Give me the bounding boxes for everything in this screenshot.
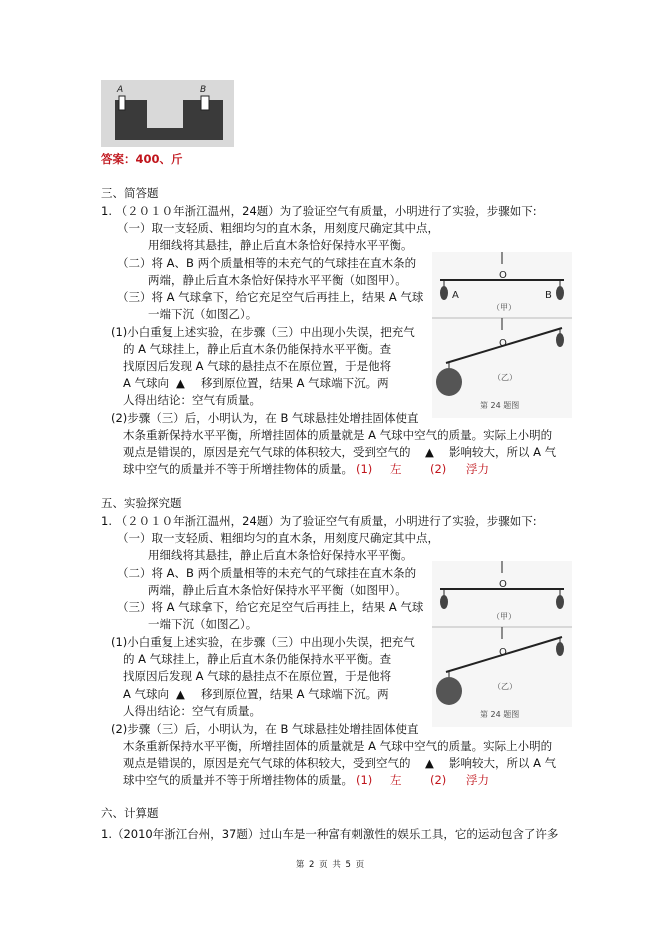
figure-jia-label: （甲）: [492, 612, 516, 621]
section3-line: (1)小白重复上述实验，在步骤（三）中出现小失误，把充气: [111, 325, 415, 339]
section6-line: 1.（2010年浙江台州，37题）过山车是一种富有刺激性的娱乐工具，它的运动包含了许多: [101, 827, 559, 841]
section5-line: 找原因后发现 A 气球的悬挂点不在原位置，于是他将: [123, 669, 392, 683]
pivot-label: O: [499, 270, 507, 281]
section3-heading: 三、简答题: [101, 186, 159, 200]
section3-line: 的 A 气球挂上，静止后直木条仍能保持水平平衡。查: [123, 342, 392, 356]
section5-line: 观点是错误的，原因是充气气球的体积较大，受到空气的: [123, 756, 411, 770]
blank-marker: ▲: [176, 376, 185, 390]
section5-line: 用细线将其悬挂，静止后直木条恰好保持水平平衡。: [148, 548, 413, 562]
section5-line: （二）将 A、B 两个质量相等的未充气的气球挂在直木条的: [117, 566, 417, 580]
section3-line: 影响较大，所以 A 气: [449, 445, 557, 459]
page-footer: 第 2 页 共 5 页: [295, 860, 366, 870]
section3-line: (2)步骤（三）后，小明认为，在 B 气球悬挂处增挂固体使直: [111, 411, 419, 425]
section5-line: 一端下沉（如图乙）。: [148, 617, 258, 631]
figure-yi-label: （乙）: [493, 682, 517, 691]
answer-1-label: (1): [356, 773, 373, 787]
figure-caption: 第 24 题图: [480, 710, 520, 719]
section5-line: 的 A 气球挂上，静止后直木条仍能保持水平平衡。查: [123, 652, 392, 666]
section3-line: 两端，静止后直木条恰好保持水平平衡（如图甲）。: [148, 273, 407, 287]
answer-1: 左: [390, 773, 402, 787]
section3-line: 用细线将其悬挂，静止后直木条恰好保持水平平衡。: [148, 238, 413, 252]
section5-line: 两端，静止后直木条恰好保持水平平衡（如图甲）。: [148, 583, 407, 597]
section3-line: 移到原位置，结果 A 气球端下沉。两: [201, 376, 389, 390]
section3-line: 球中空气的质量并不等于所增挂物体的质量。: [123, 462, 353, 476]
section3-line: 一端下沉（如图乙）。: [148, 307, 258, 321]
answer-2: 浮力: [466, 462, 489, 476]
top-answer: 答案：400、斤: [101, 152, 183, 166]
answer-2: 浮力: [466, 773, 489, 787]
figure-yi-label: （乙）: [493, 373, 517, 382]
section3-line: 1. （２０１０年浙江温州，24题）为了验证空气有质量，小明进行了实验，步骤如下:: [101, 204, 537, 218]
balance-figure: [432, 561, 572, 727]
section3-line: （一）取一支轻质、粗细均匀的直木条，用刻度尺确定其中点，: [117, 221, 439, 235]
section5-line: A 气球向: [123, 687, 170, 701]
section5-line: （三）将 A 气球拿下，给它充足空气后再挂上，结果 A 气球: [117, 600, 424, 614]
section5-line: (2)步骤（三）后，小明认为，在 B 气球悬挂处增挂固体使直: [111, 722, 419, 736]
blank-marker: ▲: [425, 445, 434, 459]
section3-line: 观点是错误的，原因是充气气球的体积较大，受到空气的: [123, 445, 411, 459]
section5-line: (1)小白重复上述实验，在步骤（三）中出现小失误，把充气: [111, 635, 415, 649]
section5-line: 球中空气的质量并不等于所增挂物体的质量。: [123, 773, 353, 787]
answer-1-label: (1): [356, 462, 373, 476]
u-tube-label-b: B: [200, 85, 207, 95]
section5-line: 人得出结论：空气有质量。: [123, 704, 261, 718]
u-tube-label-a: A: [117, 85, 124, 95]
section3-line: 人得出结论：空气有质量。: [123, 393, 261, 407]
section5-line: 影响较大，所以 A 气: [449, 756, 557, 770]
balance-figure: [432, 252, 572, 418]
blank-marker: ▲: [176, 687, 185, 701]
answer-2-label: (2): [430, 773, 447, 787]
section6-heading: 六、计算题: [101, 806, 159, 820]
section5-heading: 五、实验探究题: [101, 496, 182, 510]
balloon-label-b: B: [545, 290, 552, 301]
section5-line: 木条重新保持水平平衡，所增挂固体的质量就是 A 气球中空气的质量。实际上小明的: [123, 739, 553, 753]
section5-line: 1. （２０１０年浙江温州，24题）为了验证空气有质量，小明进行了实验，步骤如下:: [101, 514, 537, 528]
section5-line: （一）取一支轻质、粗细均匀的直木条，用刻度尺确定其中点，: [117, 531, 439, 545]
section3-line: 找原因后发现 A 气球的悬挂点不在原位置，于是他将: [123, 359, 392, 373]
balloon-label-a: A: [452, 290, 459, 301]
section5-line: 移到原位置，结果 A 气球端下沉。两: [201, 687, 389, 701]
section3-line: （二）将 A、B 两个质量相等的未充气的气球挂在直木条的: [117, 256, 417, 270]
answer-1: 左: [390, 462, 402, 476]
figure-jia-label: （甲）: [492, 303, 516, 312]
u-tube-figure: [101, 80, 234, 147]
figure-caption: 第 24 题图: [480, 401, 520, 410]
pivot-label: O: [499, 338, 507, 349]
section3-line: 木条重新保持水平平衡，所增挂固体的质量就是 A 气球中空气的质量。实际上小明的: [123, 428, 553, 442]
section3-line: （三）将 A 气球拿下，给它充足空气后再挂上，结果 A 气球: [117, 290, 424, 304]
pivot-label: O: [499, 647, 507, 658]
section3-line: A 气球向: [123, 376, 170, 390]
answer-2-label: (2): [430, 462, 447, 476]
blank-marker: ▲: [425, 756, 434, 770]
pivot-label: O: [499, 579, 507, 590]
